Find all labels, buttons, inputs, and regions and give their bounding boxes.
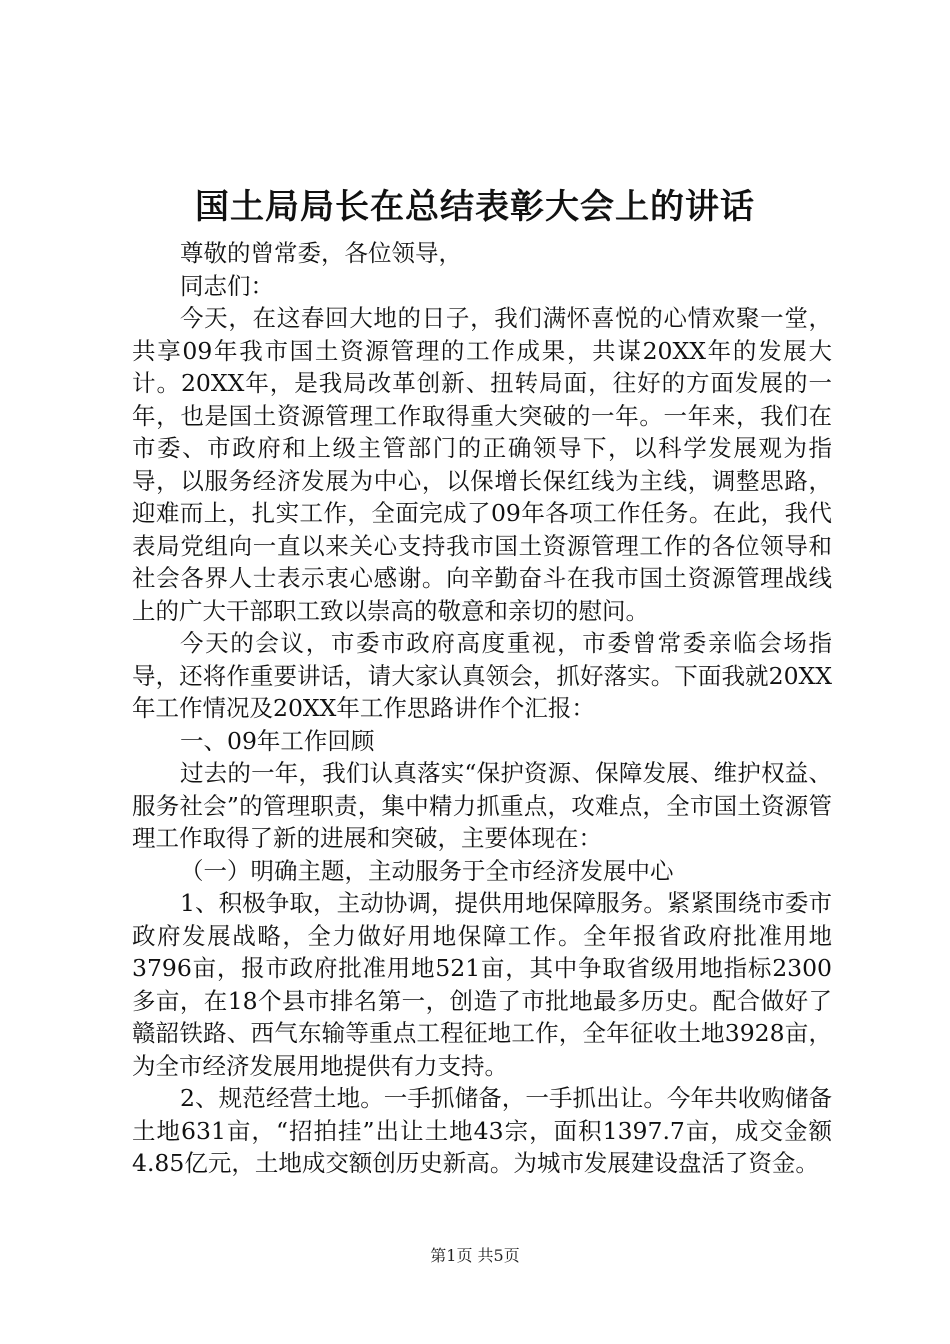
paragraph-item-1: 1、积极争取，主动协调，提供用地保障服务。紧紧围绕市委市政府发展战略，全力做好用地保障工作。全年报省政府批准用地3796亩，报市政府批准用地521亩，其中争取省级用地指标2300多亩，在18个县市排名第一，创造了市批地最多历史。配合做好了赣韶铁路、西气东输等重点工程征地工作，全年征收土地3928亩，为全市经济发展用地提供有力支持。	[132, 889, 832, 1080]
paragraph-item-2: 2、规范经营土地。一手抓储备，一手抓出让。今年共收购储备土地631亩，“招拍挂”出让土地43宗，面积1397.7亩，成交金额4.85亿元，土地成交额创历史新高。为城市发展建设盘活了资金。	[132, 1084, 832, 1177]
salutation-comrades: 同志们：	[180, 271, 274, 300]
document-body	[132, 237, 832, 1180]
section-heading-review: 一、09年工作回顾	[180, 726, 375, 755]
subsection-heading-1: （一）明确主题，主动服务于全市经济发展中心	[180, 856, 674, 885]
paragraph-past-year: 过去的一年，我们认真落实“保护资源、保障发展、维护权益、服务社会”的管理职责，集中精力抓重点，攻难点，全市国土资源管理工作取得了新的进展和突破，主要体现在：	[132, 759, 832, 852]
paragraph-opening: 今天，在这春回大地的日子，我们满怀喜悦的心情欢聚一堂，共享09年我市国土资源管理的工作成果，共谋20XX年的发展大计。20XX年，是我局改革创新、扭转局面，往好的方面发展的一年，也是国土资源管理工作取得重大突破的一年。一年来，我们在市委、市政府和上级主管部门的正确领导下，以科学发展观为指导，以服务经济发展为中心，以保增长保红线为主线，调整思路，迎难而上，扎实工作，全面完成了09年各项工作任务。在此，我代表局党组向一直以来关心支持我市国土资源管理工作的各位领导和社会各界人士表示衷心感谢。向辛勤奋斗在我市国土资源管理战线上的广大干部职工致以崇高的敬意和亲切的慰问。	[132, 304, 832, 625]
page-footer: 第1页 共5页	[430, 1246, 520, 1265]
salutation-leaders: 尊敬的曾常委，各位领导，	[180, 239, 462, 267]
paragraph-meeting: 今天的会议，市委市政府高度重视，市委曾常委亲临会场指导，还将作重要讲话，请大家认真领会，抓好落实。下面我就20XX年工作情况及20XX年工作思路讲作个汇报：	[132, 629, 832, 722]
document-title: 国土局局长在总结表彰大会上的讲话	[195, 187, 755, 227]
